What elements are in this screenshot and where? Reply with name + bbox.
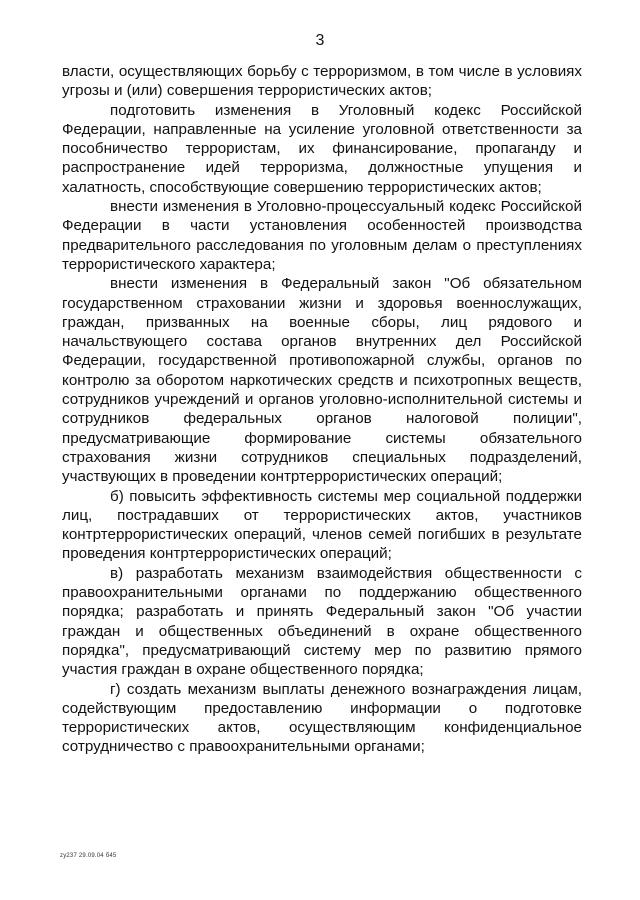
page-number: 3 xyxy=(315,32,325,49)
document-body xyxy=(62,62,582,757)
paragraph-item-v: в) разработать механизм взаимодействия общественности с правоохранительными органами по поддержанию общественного порядка; разработать и принять Федеральный закон "Об участии граждан и общественных объединений в охране общественного порядка", предусматривающий систему мер по развитию прямого участия граждан в охране общественного порядка; xyxy=(62,564,582,679)
paragraph-criminal-code: подготовить изменения в Уголовный кодекс Российской Федерации, направленные на усиление уголовной ответственности за пособничество террористам, их финансирование, пропаганду и распространение идей терроризма, должностные упущения и халатность, способствующие совершению террористических актов; xyxy=(62,101,582,196)
paragraph-criminal-procedure-code: внести изменения в Уголовно-процессуальный кодекс Российской Федерации в части установления особенностей производства предварительного расследования по уголовным делам о преступлениях террористического характера; xyxy=(62,198,582,273)
footer-document-code: zy237 29.09.04 б45 xyxy=(60,853,117,859)
paragraph-item-g: г) создать механизм выплаты денежного вознаграждения лицам, содействующим предоставлению информации о подготовке террористических актов, осуществляющим конфиденциальное сотрудничество с правоохранительными органами; xyxy=(62,680,582,756)
paragraph-item-b: б) повысить эффективность системы мер социальной поддержки лиц, пострадавших от террористических актов, участников контртеррористических операций, членов семей погибших в результате проведения контртеррористических операций; xyxy=(62,487,582,563)
paragraph-insurance-law: внести изменения в Федеральный закон "Об обязательном государственном страховании жизни и здоровья военнослужащих, граждан, призванных на военные сборы, лиц рядового и начальствующего состава органов внутренних дел Российской Федерации, государственной противопожарной службы, органов по контролю за оборотом наркотических средств и психотропных веществ, сотрудников учреждений и органов уголовно-исполнительной системы и сотрудников федеральных органов налоговой полиции", предусматривающие формирование системы обязательного страхования жизни сотрудников специальных подразделений, участвующих в проведении контртеррористических операций; xyxy=(62,275,582,486)
paragraph-continuation: власти, осуществляющих борьбу с терроризмом, в том числе в условиях угрозы и (или) совершения террористических актов; xyxy=(62,63,582,100)
